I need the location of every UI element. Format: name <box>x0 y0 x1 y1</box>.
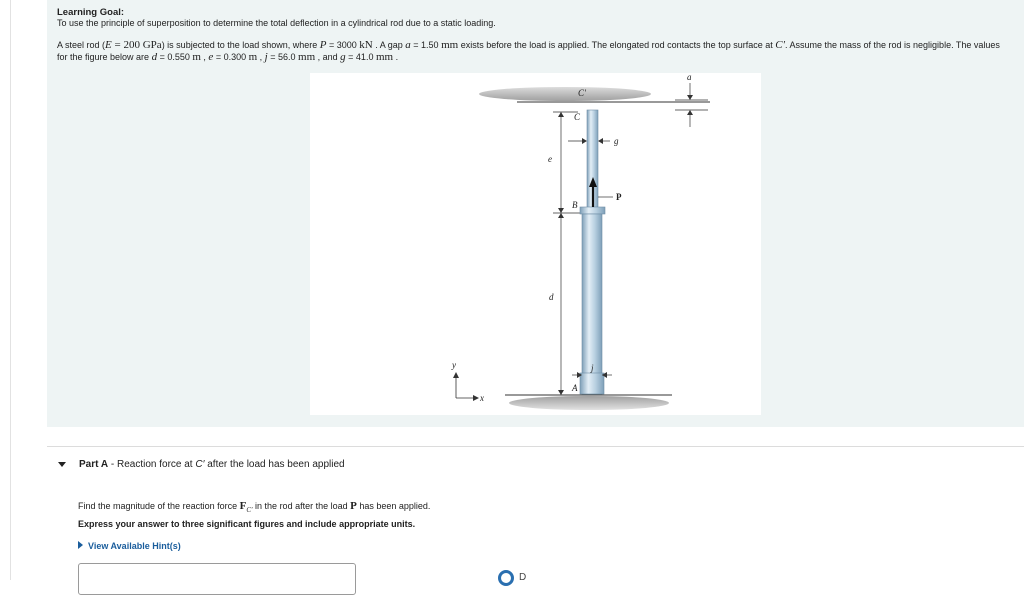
dim-arrow-d-top <box>558 213 564 218</box>
text: = 41.0 <box>345 52 376 62</box>
gap-arrowhead-bottom <box>687 110 693 115</box>
label-g: g <box>614 136 619 146</box>
math-E: E <box>105 39 112 51</box>
toolbar-circle-icon[interactable] <box>498 570 514 586</box>
math-unit: m <box>192 51 201 63</box>
math-unit: mm <box>298 51 316 63</box>
learning-goal-title: Learning Goal: <box>57 7 125 18</box>
math-a: a <box>405 39 411 51</box>
math-unit: m <box>248 51 258 63</box>
text: C′ <box>195 459 205 470</box>
toolbar-text: D <box>519 572 527 583</box>
text: , <box>200 52 209 62</box>
text: . A gap <box>372 40 406 50</box>
text: exists before the load is applied. The elongated rod contacts the top surface at <box>458 40 776 50</box>
part-a-collapse-icon[interactable] <box>58 462 66 467</box>
text: . <box>393 52 399 62</box>
text: . Assume the mass of the rod is negligible. The values for the figure below are <box>57 40 1000 62</box>
text: - <box>108 459 117 470</box>
math: = <box>111 39 124 51</box>
label-y: y <box>452 360 456 370</box>
answer-input-box[interactable] <box>78 563 356 595</box>
text: = 1.50 <box>410 40 442 50</box>
dim-arrow-e-top <box>558 112 564 117</box>
label-A: A <box>572 383 578 393</box>
text: in the rod after the load <box>252 501 351 511</box>
text: A steel rod ( <box>57 40 106 50</box>
y-axis-arrowhead <box>453 372 459 378</box>
text: Find the magnitude of the reaction force <box>78 501 240 511</box>
label-e: e <box>548 154 552 164</box>
hint-link-label: View Available Hint(s) <box>88 541 181 551</box>
learning-goal-text: To use the principle of superposition to determine the total deflection in a cylindrical rod due to a static loading. <box>57 18 496 28</box>
part-a-label: Part A <box>79 459 109 470</box>
page-edge <box>0 0 11 580</box>
label-P: P <box>616 192 622 202</box>
text: = 3000 <box>326 40 360 50</box>
rod-diagram <box>310 73 761 415</box>
math-P: P <box>319 39 327 51</box>
g-arrowhead-left <box>582 138 587 144</box>
ground-support <box>509 396 669 410</box>
math-unit: mm <box>375 51 394 63</box>
problem-statement <box>57 39 1012 63</box>
math-e: e <box>208 51 214 63</box>
label-Cprime: C′ <box>578 88 586 98</box>
math-P: P <box>350 500 357 512</box>
math-unit: mm <box>441 39 459 51</box>
text: has been applied. <box>356 501 431 511</box>
answer-instruction: Express your answer to three significant figures and include appropriate units. <box>78 519 416 529</box>
text: Reaction force at <box>116 459 196 470</box>
dim-arrow-e-bottom <box>558 208 564 213</box>
label-d: d <box>549 292 554 302</box>
gap-arrowhead-top <box>687 95 693 100</box>
text: , <box>257 52 265 62</box>
x-axis-arrowhead <box>473 395 479 401</box>
label-C: C <box>574 112 581 122</box>
text: = 0.300 <box>213 52 249 62</box>
text: , and <box>315 52 341 62</box>
text: = 56.0 <box>267 52 299 62</box>
text: ) is subjected to the load shown, where <box>161 40 320 50</box>
rod-base-flange <box>580 373 604 394</box>
label-B: B <box>572 200 578 210</box>
caret-right-icon <box>78 541 83 549</box>
math-Cprime: C′ <box>775 39 785 51</box>
learning-goal-panel <box>47 0 1024 427</box>
view-hints-link[interactable] <box>78 541 181 551</box>
ceiling-support <box>479 87 651 101</box>
math-unit: kN <box>359 39 373 51</box>
dim-arrow-d-bottom <box>558 390 564 395</box>
label-a: a <box>687 72 692 82</box>
math-g: g <box>340 51 346 63</box>
rod-collar-B <box>580 207 605 214</box>
math-sub: C′ <box>246 505 253 514</box>
section-divider <box>47 446 1024 447</box>
part-a-header[interactable] <box>79 459 345 470</box>
math-j: j <box>264 51 268 63</box>
rod-figure <box>310 73 761 415</box>
g-arrowhead-right <box>598 138 603 144</box>
question-text <box>78 500 430 514</box>
label-j: j <box>591 363 594 373</box>
math-d: d <box>151 51 158 63</box>
label-x: x <box>480 393 484 403</box>
math-F: F <box>239 500 247 512</box>
text: after the load has been applied <box>204 459 345 470</box>
text: = 0.550 <box>157 52 193 62</box>
math-E-value: 200 GPa <box>123 39 162 51</box>
